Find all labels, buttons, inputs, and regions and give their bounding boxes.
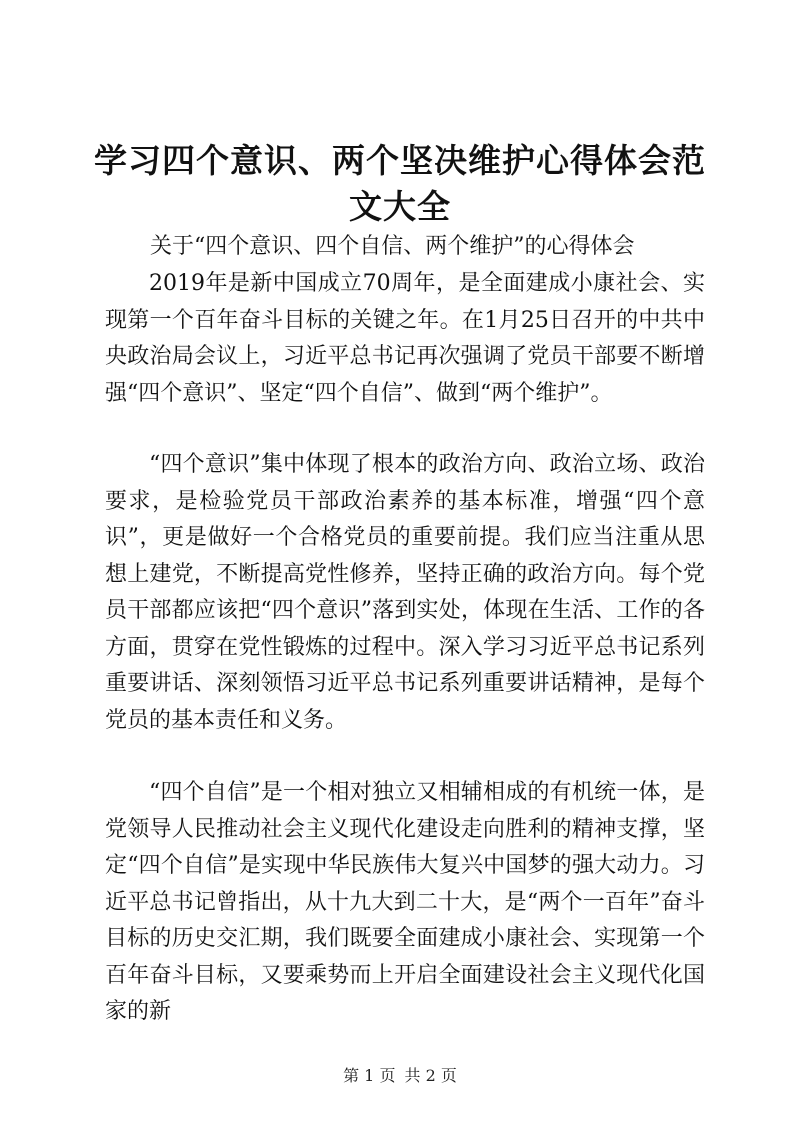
page-number: 第 1 页 [343, 1066, 396, 1085]
page-total: 共 2 页 [404, 1066, 457, 1085]
paragraph-3: “四个自信”是一个相对独立又相辅相成的有机统一体，是党领导人民推动社会主义现代化建设走向胜利的精神支撑，坚定“四个自信”是实现中华民族伟大复兴中国梦的强大动力。习近平总书记曾指出，从十九大到二十大，是“两个一百年”奋斗目标的历史交汇期，我们既要全面建成小康社会、实现第一个百年奋斗目标，又要乘势而上开启全面建设社会主义现代化国家的新 [105, 780, 705, 1024]
paragraph-2: “四个意识”集中体现了根本的政治方向、政治立场、政治要求，是检验党员干部政治素养的基本标准，增强“四个意识”，更是做好一个合格党员的重要前提。我们应当注重从思想上建党，不断提高党性修养，坚持正确的政治方向。每个党员干部都应该把“四个意识”落到实处，体现在生活、工作的各方面，贯穿在党性锻炼的过程中。深入学习习近平总书记系列重要讲话、深刻领悟习近平总书记系列重要讲话精神，是每个党员的基本责任和义务。 [105, 452, 705, 733]
page-footer [0, 1066, 800, 1086]
document-title: 学习四个意识、两个坚决维护心得体会范文大全 [94, 141, 706, 226]
document-subtitle: 关于“四个意识、四个自信、两个维护”的心得体会 [150, 234, 635, 259]
paragraph-1: 2019年是新中国成立70周年，是全面建成小康社会、实现第一个百年奋斗目标的关键之年。在1月25日召开的中共中央政治局会议上，习近平总书记再次强调了党员干部要不断增强“四个意识”、坚定“四个自信”、做到“两个维护”。 [105, 271, 705, 406]
